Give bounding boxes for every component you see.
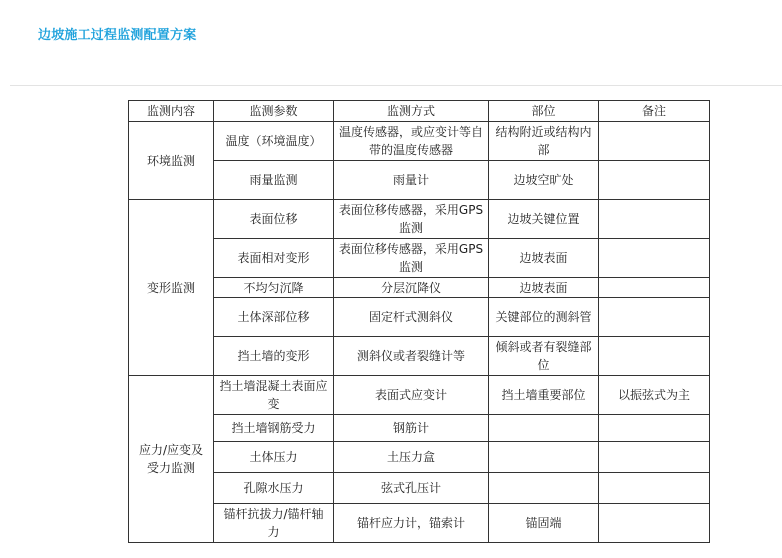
note-cell [599, 442, 710, 473]
param-cell: 挡土墙的变形 [214, 337, 334, 376]
method-cell: 锚杆应力计，锚索计 [334, 504, 489, 543]
header-cell-note: 备注 [599, 101, 710, 122]
param-cell: 挡土墙混凝土表面应变 [214, 376, 334, 415]
note-cell [599, 415, 710, 442]
table-row [129, 278, 710, 298]
location-cell [489, 442, 599, 473]
note-cell [599, 278, 710, 298]
param-cell: 表面相对变形 [214, 239, 334, 278]
method-cell: 钢筋计 [334, 415, 489, 442]
param-cell: 表面位移 [214, 200, 334, 239]
method-cell: 土压力盒 [334, 442, 489, 473]
monitoring-config-table [128, 100, 710, 543]
page-title: 边坡施工过程监测配置方案 [38, 28, 197, 43]
category-cell: 变形监测 [129, 200, 214, 376]
table-row [129, 122, 710, 161]
note-cell: 以振弦式为主 [599, 376, 710, 415]
location-cell [489, 415, 599, 442]
header-cell-content: 监测内容 [129, 101, 214, 122]
method-cell: 表面位移传感器，采用GPS监测 [334, 239, 489, 278]
note-cell [599, 504, 710, 543]
table-row [129, 504, 710, 543]
table-row [129, 239, 710, 278]
category-cell: 环境监测 [129, 122, 214, 200]
location-cell: 关键部位的测斜管 [489, 298, 599, 337]
method-cell: 表面式应变计 [334, 376, 489, 415]
location-cell: 倾斜或者有裂缝部位 [489, 337, 599, 376]
param-cell: 土体深部位移 [214, 298, 334, 337]
method-cell: 弦式孔压计 [334, 473, 489, 504]
param-cell: 锚杆抗拔力/锚杆轴力 [214, 504, 334, 543]
note-cell [599, 200, 710, 239]
method-cell: 固定杆式测斜仪 [334, 298, 489, 337]
table-row [129, 442, 710, 473]
location-cell: 锚固端 [489, 504, 599, 543]
note-cell [599, 337, 710, 376]
location-cell: 边坡空旷处 [489, 161, 599, 200]
table-row [129, 200, 710, 239]
table-row [129, 376, 710, 415]
table-row [129, 161, 710, 200]
location-cell: 挡土墙重要部位 [489, 376, 599, 415]
param-cell: 不均匀沉降 [214, 278, 334, 298]
header-cell-method: 监测方式 [334, 101, 489, 122]
param-cell: 土体压力 [214, 442, 334, 473]
note-cell [599, 473, 710, 504]
location-cell [489, 473, 599, 504]
location-cell: 结构附近或结构内部 [489, 122, 599, 161]
table-row [129, 415, 710, 442]
category-cell: 应力/应变及受力监测 [129, 376, 214, 543]
note-cell [599, 122, 710, 161]
table-header-row [129, 101, 710, 122]
location-cell: 边坡表面 [489, 278, 599, 298]
note-cell [599, 161, 710, 200]
method-cell: 分层沉降仪 [334, 278, 489, 298]
param-cell: 挡土墙钢筋受力 [214, 415, 334, 442]
location-cell: 边坡表面 [489, 239, 599, 278]
method-cell: 测斜仪或者裂缝计等 [334, 337, 489, 376]
table-row [129, 298, 710, 337]
note-cell [599, 298, 710, 337]
method-cell: 雨量计 [334, 161, 489, 200]
location-cell: 边坡关键位置 [489, 200, 599, 239]
param-cell: 温度（环境温度） [214, 122, 334, 161]
header-cell-location: 部位 [489, 101, 599, 122]
divider [10, 85, 782, 86]
param-cell: 雨量监测 [214, 161, 334, 200]
param-cell: 孔隙水压力 [214, 473, 334, 504]
table-row [129, 473, 710, 504]
method-cell: 温度传感器，或应变计等自带的温度传感器 [334, 122, 489, 161]
note-cell [599, 239, 710, 278]
table-row [129, 337, 710, 376]
method-cell: 表面位移传感器，采用GPS监测 [334, 200, 489, 239]
header-cell-param: 监测参数 [214, 101, 334, 122]
